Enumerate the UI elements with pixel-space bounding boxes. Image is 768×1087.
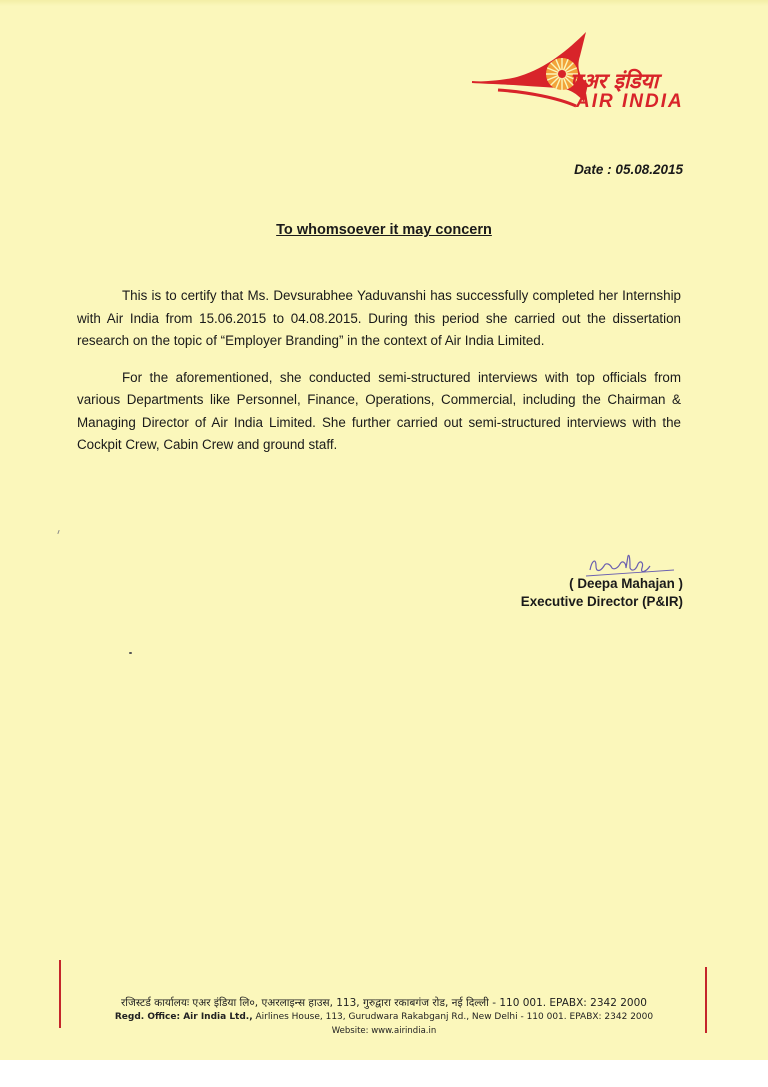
footer-office-label: Regd. Office: Air India Ltd., <box>114 1012 253 1022</box>
letter-date: Date : 05.08.2015 <box>574 162 683 177</box>
signatory-designation: Executive Director (P&IR) <box>520 594 683 609</box>
body-paragraph: This is to certify that Ms. Devsurabhee Yaduvanshi has successfully completed her Internship with Air India from 15.06.2015 to 04.08.2015. During this period she carried out the dissertation research on the topic of “Employer Branding” in the context of Air India Limited. <box>77 288 681 348</box>
footer-website: Website: www.airindia.in <box>331 1026 437 1036</box>
footer-rule-left <box>59 960 61 1028</box>
letter-subject: To whomsoever it may concern <box>276 222 492 238</box>
logo-hindi-wordmark: एअर इंडिया <box>570 69 659 93</box>
logo-english-wordmark: AIR INDIA <box>576 91 684 112</box>
footer-office-address: Airlines House, 113, Gurudwara Rakabganj Rd., New Delhi - 110 001. EPABX: 2342 2000 <box>255 1012 654 1022</box>
scan-speck <box>129 652 132 654</box>
scan-speck <box>57 530 59 534</box>
body-paragraph: For the aforementioned, she conducted semi-structured interviews with top officials from various Departments like Personnel, Finance, Operations, Commercial, including the Chairman & Managing Director of Air India Limited. She further carried out semi-structured interviews with the Cockpit Crew, Cabin Crew and ground staff. <box>77 369 681 452</box>
letter-body <box>77 285 681 471</box>
footer-rule-right <box>705 967 707 1033</box>
signatory-name: ( Deepa Mahajan ) <box>569 576 683 591</box>
page-bottom-margin <box>0 1060 768 1087</box>
footer-english-address <box>70 1010 698 1024</box>
footer-hindi-address: रजिस्टर्ड कार्यालयः एअर इंडिया लि०, एअरलाइन्स हाउस, 113, गुरुद्वारा रकाबगंज रोड, नई दिल्ली - 110 001. EPABX: 2342 2000 <box>121 997 647 1009</box>
footer-address <box>70 996 698 1038</box>
